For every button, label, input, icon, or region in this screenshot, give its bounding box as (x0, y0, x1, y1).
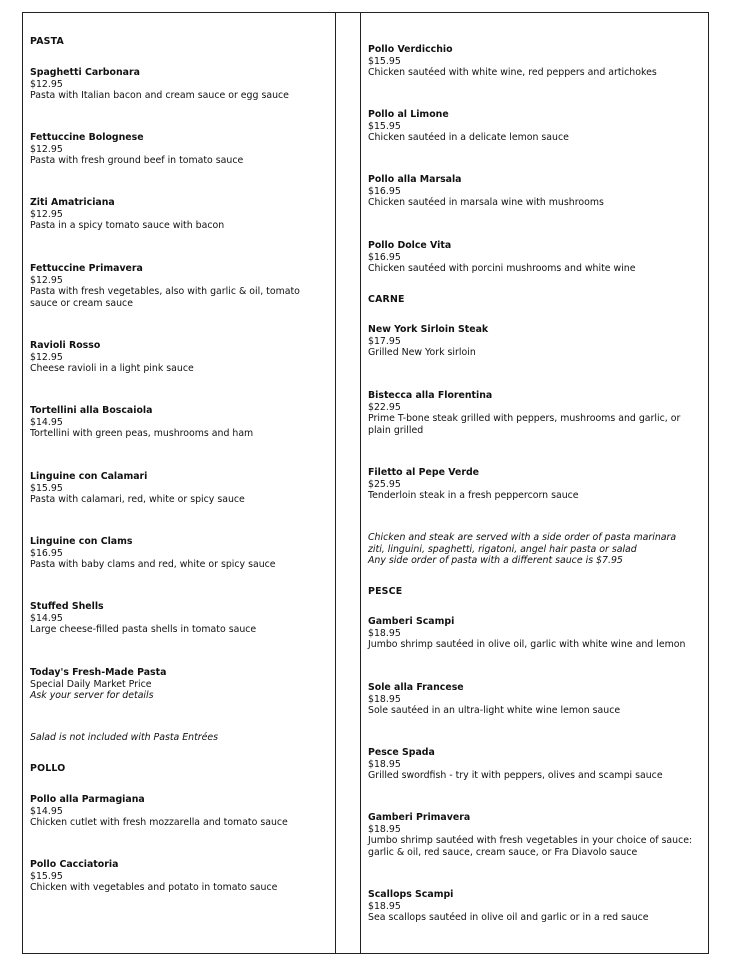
item-price: $16.95 (30, 547, 63, 559)
item-description: Chicken sautéed with white wine, red peppers and artichokes (368, 67, 657, 78)
note-line: Chicken and steak are served with a side order of pasta marinara (368, 532, 677, 543)
item-price: $18.95 (368, 627, 401, 639)
item-name: Fettuccine Primavera (30, 263, 143, 274)
item-price: $14.95 (30, 416, 63, 428)
item-price: $15.95 (30, 870, 63, 882)
item-name: Scallops Scampi (368, 889, 454, 900)
menu-item (30, 859, 330, 894)
item-description: Chicken cutlet with fresh mozzarella and tomato sauce (30, 817, 288, 828)
item-name: Spaghetti Carbonara (30, 67, 140, 78)
item-name: Stuffed Shells (30, 601, 104, 612)
item-name: Tortellini alla Boscaiola (30, 405, 153, 416)
note-line: ziti, linguini, spaghetti, rigatoni, angel hair pasta or salad (368, 543, 637, 555)
section-note (368, 532, 703, 567)
item-price: $18.95 (368, 758, 401, 770)
item-price: $15.95 (368, 55, 401, 67)
item-description: Chicken with vegetables and potato in tomato sauce (30, 882, 278, 893)
item-name: Pollo alla Marsala (368, 174, 462, 185)
menu-item (30, 471, 330, 506)
item-description: Chicken sautéed in a delicate lemon sauce (368, 132, 569, 143)
item-description: Pasta with baby clams and red, white or spicy sauce (30, 559, 276, 570)
item-description: Prime T-bone steak grilled with peppers, mushrooms and garlic, or plain grilled (368, 413, 681, 436)
section-heading-pollo: POLLO (30, 763, 66, 774)
item-description: Jumbo shrimp sautéed in olive oil, garlic with white wine and lemon (368, 639, 686, 650)
menu-item (30, 794, 330, 829)
menu-item (368, 174, 703, 209)
item-name: Pesce Spada (368, 747, 435, 758)
item-price: $12.95 (30, 143, 63, 155)
menu-item (368, 109, 703, 144)
item-name: Fettuccine Bolognese (30, 132, 144, 143)
item-description: Cheese ravioli in a light pink sauce (30, 363, 194, 374)
item-price: $25.95 (368, 478, 401, 490)
item-description: Pasta with fresh ground beef in tomato sauce (30, 155, 244, 166)
item-description: Grilled New York sirloin (368, 347, 476, 358)
item-name: Pollo alla Parmagiana (30, 794, 145, 805)
item-name: New York Sirloin Steak (368, 324, 489, 335)
item-name: Linguine con Clams (30, 536, 133, 547)
menu-item (368, 747, 703, 782)
menu-item (368, 467, 703, 502)
item-price: $15.95 (30, 482, 63, 494)
section-heading-pasta: PASTA (30, 36, 64, 47)
item-name: Filetto al Pepe Verde (368, 467, 480, 478)
section-heading-pesce: PESCE (368, 586, 403, 597)
item-name: Today's Fresh-Made Pasta (30, 667, 167, 678)
item-description: Sole sautéed in an ultra-light white wine lemon sauce (368, 705, 621, 716)
section-heading-carne: CARNE (368, 294, 405, 305)
item-price: Special Daily Market Price (30, 678, 152, 690)
menu-item (30, 263, 330, 309)
menu-item (30, 67, 330, 102)
item-name: Bistecca alla Florentina (368, 390, 493, 401)
menu-item (368, 390, 703, 436)
menu-item (368, 682, 703, 717)
item-description: Pasta with calamari, red, white or spicy sauce (30, 494, 245, 505)
menu-item (30, 340, 330, 375)
menu-item (30, 197, 330, 232)
item-price: $16.95 (368, 251, 401, 263)
item-description: Grilled swordfish - try it with peppers, olives and scampi sauce (368, 770, 663, 781)
item-price: $22.95 (368, 401, 401, 413)
item-name: Linguine con Calamari (30, 471, 148, 482)
item-price: $14.95 (30, 805, 63, 817)
item-name: Pollo Cacciatoria (30, 859, 119, 870)
section-note: Salad is not included with Pasta Entrées (30, 732, 219, 743)
item-price: $12.95 (30, 351, 63, 363)
item-price: $16.95 (368, 185, 401, 197)
item-name: Gamberi Scampi (368, 616, 455, 627)
menu-item (368, 44, 703, 79)
item-description: Chicken sautéed in marsala wine with mushrooms (368, 197, 604, 208)
item-price: $12.95 (30, 208, 63, 220)
note-line: Any side order of pasta with a different sauce is $7.95 (368, 555, 623, 566)
menu-item-special (30, 667, 330, 702)
item-price: $14.95 (30, 612, 63, 624)
item-name: Gamberi Primavera (368, 812, 471, 823)
item-description: Pasta in a spicy tomato sauce with bacon (30, 220, 225, 231)
item-price: $12.95 (30, 78, 63, 90)
item-name: Pollo Dolce Vita (368, 240, 452, 251)
menu-item (30, 536, 330, 571)
item-name: Sole alla Francese (368, 682, 464, 693)
item-description: Jumbo shrimp sautéed with fresh vegetables in your choice of sauce: garlic & oil, red sauce, cream sauce, or Fra Diavolo sauce (368, 835, 693, 858)
item-description: Sea scallops sautéed in olive oil and garlic or in a red sauce (368, 912, 649, 923)
item-note: Ask your server for details (30, 690, 154, 701)
item-description: Large cheese-filled pasta shells in tomato sauce (30, 624, 257, 635)
item-description: Tenderloin steak in a fresh peppercorn sauce (368, 490, 579, 501)
menu-item (368, 240, 703, 275)
column-divider-right (360, 12, 361, 954)
item-price: $15.95 (368, 120, 401, 132)
item-description: Chicken sautéed with porcini mushrooms and white wine (368, 263, 636, 274)
item-description: Tortellini with green peas, mushrooms and ham (30, 428, 254, 439)
menu-item (30, 132, 330, 167)
menu-item (368, 812, 703, 858)
menu-item (368, 324, 703, 359)
menu-item (368, 889, 703, 924)
item-price: $17.95 (368, 335, 401, 347)
menu-item (30, 601, 330, 636)
item-price: $18.95 (368, 693, 401, 705)
item-description: Pasta with Italian bacon and cream sauce or egg sauce (30, 90, 289, 101)
item-description: Pasta with fresh vegetables, also with garlic & oil, tomato sauce or cream sauce (30, 286, 300, 309)
item-name: Ravioli Rosso (30, 340, 101, 351)
item-price: $18.95 (368, 823, 401, 835)
column-divider-left (335, 12, 336, 954)
item-price: $18.95 (368, 900, 401, 912)
menu-item (368, 616, 703, 651)
item-name: Ziti Amatriciana (30, 197, 115, 208)
item-name: Pollo al Limone (368, 109, 449, 120)
item-name: Pollo Verdicchio (368, 44, 453, 55)
item-price: $12.95 (30, 274, 63, 286)
menu-item (30, 405, 330, 440)
